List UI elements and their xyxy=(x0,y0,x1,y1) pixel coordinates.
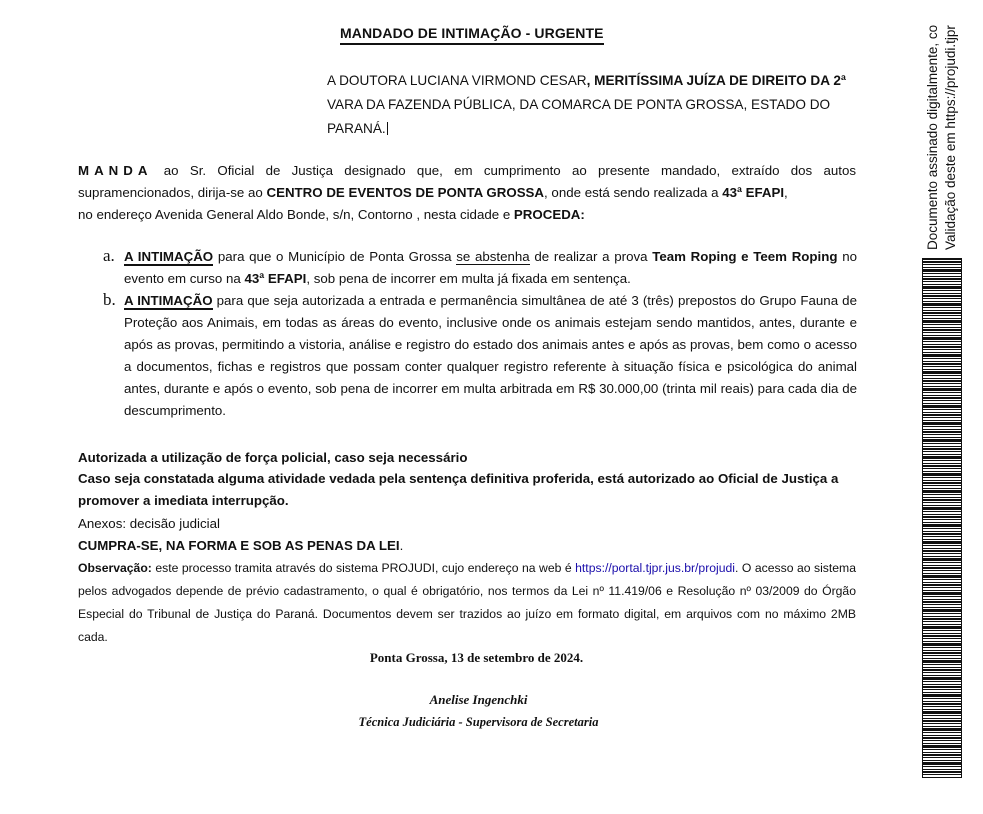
judge-name: A DOUTORA LUCIANA VIRMOND CESAR xyxy=(327,73,587,88)
intimation-lead: A INTIMAÇÃO xyxy=(124,293,213,308)
projudi-link[interactable]: https://portal.tjpr.jus.br/projudi xyxy=(575,561,736,575)
event-name: 43ª EFAPI xyxy=(244,271,307,286)
judge-header xyxy=(327,69,857,141)
manda-text-1: ao Sr. Oficial de Justiça designado que, em cumprimento ao presente mandado, extraído dos autos supramencionados, dirija-se ao xyxy=(78,163,856,200)
signature-notice-lines xyxy=(924,25,960,250)
text-cursor xyxy=(387,122,388,135)
abstain-text: se abstenha xyxy=(456,249,530,264)
signature-notice-line-2: Validação deste em https://projudi.tjpr xyxy=(943,25,958,250)
item-text: no evento em curso na xyxy=(124,249,857,286)
manda-word: MANDA xyxy=(78,163,153,178)
observation-label: Observação: xyxy=(78,561,152,575)
manda-text-3: , xyxy=(784,185,788,200)
city-date: Ponta Grossa, 13 de setembro de 2024. xyxy=(369,650,584,665)
observation-paragraph xyxy=(78,557,856,649)
manda-paragraph xyxy=(78,160,856,226)
annexes: Anexos: decisão judicial xyxy=(78,516,220,531)
digital-signature-notice xyxy=(924,0,964,250)
list-item xyxy=(103,290,857,422)
signer-role: Técnica Judiciária - Supervisora de Secretaria xyxy=(358,715,599,729)
event-test-name: Team Roping e Teem Roping xyxy=(652,249,838,264)
judge-title: , MERITÍSSIMA JUÍZA DE DIREITO DA 2ª xyxy=(586,73,846,88)
manda-text-2: , onde está sendo realizada a xyxy=(544,185,723,200)
event-place: CENTRO DE EVENTOS DE PONTA GROSSA xyxy=(266,185,545,200)
list-marker: b. xyxy=(103,290,116,309)
proceda-word: PROCEDA: xyxy=(513,207,585,222)
intimation-list xyxy=(103,246,857,422)
cumpra-dot: . xyxy=(399,538,404,553)
document-title: MANDADO DE INTIMAÇÃO - URGENTE xyxy=(340,25,604,45)
item-text: para que seja autorizada a entrada e permanência simultânea de até 3 (três) prepostos do Grupo Fauna de Proteção aos Animais, em todas as áreas do evento, inclusive onde os animais estejam sendo mantidos, antes, durante e após as provas, permitindo a vistoria, análise e registro do estado dos animais antes e após as provas, bem como o acesso a documentos, fichas e registros que possam conter qualquer registro referente à situação física e psicológica do animal antes, durante e após o evento, sob pena de incorrer em multa arbitrada em R$ 30.000,00 (trinta mil reais) para cada dia de descumprimento. xyxy=(124,293,857,418)
police-authorization: Autorizada a utilização de força policial, caso seja necessário xyxy=(78,450,468,465)
header-line-3: PARANÁ. xyxy=(327,121,386,136)
signature-notice-line-1: Documento assinado digitalmente, co xyxy=(925,24,940,250)
header-line-2: VARA DA FAZENDA PÚBLICA, DA COMARCA DE PONTA GROSSA, ESTADO DO xyxy=(327,97,831,112)
intimation-lead: A INTIMAÇÃO xyxy=(124,249,214,264)
interruption-authorization: Caso seja constatada alguma atividade vedada pela sentença definitiva proferida, está autorizado ao Oficial de Justiça a promover a imediata interrupção. xyxy=(78,471,839,508)
item-text: para que o Município de Ponta Grossa xyxy=(213,249,457,264)
item-text: , sob pena de incorrer em multa já fixada em sentença. xyxy=(306,271,631,286)
signer-name: Anelise Ingenchki xyxy=(429,692,528,707)
list-marker: a. xyxy=(103,246,115,265)
event-name: 43ª EFAPI xyxy=(722,185,785,200)
manda-address: no endereço Avenida General Aldo Bonde, s/n, Contorno , nesta cidade e xyxy=(78,207,514,222)
list-item xyxy=(103,246,857,290)
barcode xyxy=(922,258,962,778)
cumpra-se: CUMPRA-SE, NA FORMA E SOB AS PENAS DA LEI xyxy=(78,538,400,553)
cumpra-se-line xyxy=(78,535,403,557)
observation-text-2: . O acesso ao sistema pelos advogados depende de prévio cadastramento, o qual é obrigatório, nos termos da Lei nº 11.419/06 e Resolução nº 03/2009 do Órgão Especial do Tribunal de Justiça do Paraná. Documentos devem ser trazidos ao juízo em formato digital, em arquivos com no máximo 2MB cada. xyxy=(78,561,856,644)
observation-text-1: este processo tramita através do sistema PROJUDI, cujo endereço na web é xyxy=(151,561,576,575)
item-text: de realizar a prova xyxy=(529,249,653,264)
